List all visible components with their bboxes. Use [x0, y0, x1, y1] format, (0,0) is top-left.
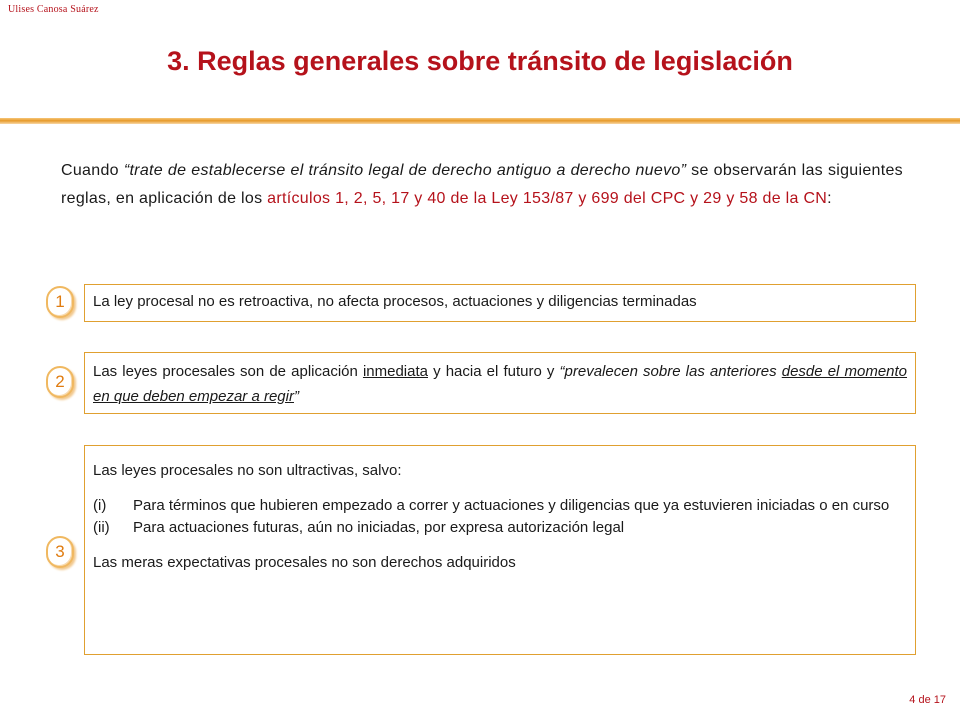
- intro-paragraph: [61, 157, 903, 212]
- rule-3-item-i-label: (i): [93, 497, 107, 514]
- rule-number-badge-1: 1: [46, 286, 74, 318]
- page-number: 4 de 17: [909, 694, 946, 706]
- rule-box-2: [84, 352, 916, 414]
- rule-3-lead: Las leyes procesales no son ultractivas, salvo:: [93, 462, 402, 479]
- rule-3-item-i-text: Para términos que hubieren empezado a correr y actuaciones y diligencias que ya estuvieren iniciadas o en curso: [133, 497, 890, 514]
- rule-1-text: La ley procesal no es retroactiva, no afecta procesos, actuaciones y diligencias terminadas: [93, 293, 697, 310]
- rule-2-underlined-quote: desde el momento en que deben empezar a regir: [93, 363, 908, 405]
- intro-legal-references: artículos 1, 2, 5, 17 y 40 de la Ley 153/87 y 699 del CPC y 29 y 58 de la CN: [267, 189, 828, 207]
- rule-2-quote-end: ”: [293, 388, 299, 405]
- rule-box-1: [84, 284, 916, 322]
- rule-2-underlined-inmediata: inmediata: [362, 363, 428, 380]
- rule-3-item-i: [93, 495, 907, 517]
- page-title: 3. Reglas generales sobre tránsito de legislación: [167, 46, 793, 76]
- rule-3-closing: Las meras expectativas procesales no son derechos adquiridos: [93, 554, 516, 571]
- rule-2-quote-start: “prevalecen sobre las anteriores: [559, 363, 782, 380]
- intro-text-a: Cuando: [61, 162, 124, 179]
- intro-text-b: se observarán las siguientes reglas, en aplicación de los: [61, 162, 903, 207]
- rule-number-badge-3: 3: [46, 536, 74, 568]
- intro-quote: “trate de establecerse el tránsito legal de derecho antiguo a derecho nuevo”: [123, 162, 687, 179]
- rule-3-item-ii-text: Para actuaciones futuras, aún no iniciadas, por expresa autorización legal: [133, 519, 625, 536]
- rule-box-3: [84, 445, 916, 655]
- rule-number-badge-2: 2: [46, 366, 74, 398]
- rule-3-item-ii: [93, 517, 907, 539]
- author-name: Ulises Canosa Suárez: [8, 4, 99, 15]
- rule-2-text-a: Las leyes procesales son de aplicación: [93, 363, 363, 380]
- rule-2-text-b: y hacia el futuro y: [428, 363, 560, 380]
- title-divider: [0, 118, 960, 124]
- rule-3-item-ii-label: (ii): [93, 519, 110, 536]
- intro-end: :: [827, 189, 832, 207]
